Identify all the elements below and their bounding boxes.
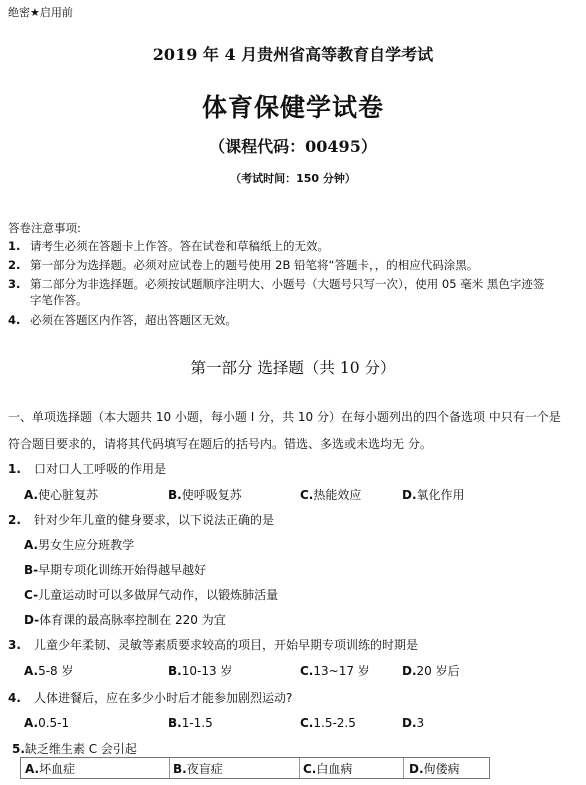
option-text: 佝偻病 <box>423 762 460 776</box>
option-text: 1.5-2.5 <box>313 716 356 730</box>
note-number: 2. <box>8 258 21 272</box>
option-text: 氧化作用 <box>416 488 465 502</box>
question-stem <box>8 511 274 528</box>
note-number: 1. <box>8 239 21 253</box>
option-letter: D- <box>24 613 40 627</box>
option <box>402 716 424 730</box>
section-intro: 一、单项选择题（本大题共 10 小题，每小题 I 分，共 10 分）在每小题列出的四个备选项 中只有一个是符合题目要求的，请将其代码填写在题后的括号内。错选、多选或未选均无 分。 <box>8 410 561 451</box>
exam-title: 2019 年 4 月贵州省高等教育自学考试 <box>152 45 434 64</box>
option-text: 白血病 <box>316 762 353 776</box>
table-divider <box>299 758 300 778</box>
question-number: 1. <box>8 462 21 476</box>
secret-mark: 绝密★启用前 <box>8 6 73 19</box>
option <box>168 716 213 730</box>
option-letter: C. <box>300 664 314 678</box>
option-text: 使呼吸复苏 <box>181 488 242 502</box>
option <box>24 586 278 603</box>
option-text: 5-8 岁 <box>38 664 74 678</box>
question-stem <box>12 740 137 757</box>
option <box>24 561 206 578</box>
option-text: 夜盲症 <box>186 762 223 776</box>
question-stem <box>8 460 166 477</box>
option-letter: A. <box>25 762 40 776</box>
option-letter: D. <box>409 762 424 776</box>
option-letter: A. <box>24 716 39 730</box>
option <box>402 486 465 503</box>
option-letter: D. <box>402 716 417 730</box>
option-letter: C. <box>303 762 317 776</box>
option <box>168 486 242 503</box>
exam-time: （考试时间：150 分钟） <box>230 172 356 185</box>
option-letter: A. <box>24 664 39 678</box>
section-title: 第一部分 选择题（共 10 分） <box>190 359 396 377</box>
option-text: 10-13 岁 <box>181 664 233 678</box>
table-divider <box>403 758 404 778</box>
question-text: 儿童少年柔韧、灵敏等素质要求较高的项目，开始早期专项训练的时期是 <box>34 638 419 652</box>
option-letter: B. <box>168 716 182 730</box>
option <box>402 662 460 679</box>
option-letter: A. <box>24 488 39 502</box>
note-number: 4. <box>8 313 21 327</box>
question-text: 缺乏维生素 C 会引起 <box>24 742 137 756</box>
option-text: 使心脏复苏 <box>38 488 99 502</box>
option-letter: C. <box>300 488 314 502</box>
note-text: 第一部分为选择题。必须对应试卷上的题号使用 2B 铅笔将“答题卡，，的相应代码涂黑。 <box>30 258 479 272</box>
option-text: 男女生应分班教学 <box>38 538 135 552</box>
option <box>24 662 74 679</box>
option-letter: C- <box>24 588 39 602</box>
note-item <box>8 312 538 328</box>
course-code: （课程代码：00495） <box>209 137 377 156</box>
option <box>24 486 98 503</box>
options-table <box>20 757 490 779</box>
option <box>300 662 370 679</box>
option <box>25 760 75 777</box>
option-text: 13~17 岁 <box>313 664 370 678</box>
question-text: 人体进餐后，应在多少小时后才能参加剧烈运动? <box>34 691 293 705</box>
option <box>300 716 356 730</box>
note-text: 第二部分为非选择题。必须按试题顺序注明大、小题号（大题号只写一次），使用 05 毫米 黑色字迹签字笔作答。 <box>30 277 545 307</box>
option <box>409 760 460 777</box>
option-text: 体育课的最高脉率控制在 220 为宜 <box>39 613 226 627</box>
paper-name: 体育保健学试卷 <box>201 93 384 122</box>
option-letter: A. <box>24 538 39 552</box>
option-text: 早期专项化训练开始得越早越好 <box>38 563 207 577</box>
note-item <box>8 238 538 254</box>
note-text: 必须在答题区内作答，超出答题区无效。 <box>30 313 237 327</box>
question-stem <box>8 689 292 706</box>
option-letter: B. <box>168 488 182 502</box>
question-number: 4. <box>8 691 21 705</box>
option-letter: D. <box>402 664 417 678</box>
note-text: 请考生必须在答题卡上作答。答在试卷和草稿纸上的无效。 <box>30 239 329 253</box>
option-text: 0.5-1 <box>38 716 70 730</box>
option-letter: B. <box>173 762 187 776</box>
question-number: 2. <box>8 513 21 527</box>
option-letter: C. <box>300 716 314 730</box>
option <box>303 760 352 777</box>
option-text: 20 岁后 <box>416 664 460 678</box>
option-letter: B. <box>168 664 182 678</box>
option-text: 坏血症 <box>39 762 76 776</box>
table-divider <box>169 758 170 778</box>
option-letter: D. <box>402 488 417 502</box>
option-text: 热能效应 <box>313 488 362 502</box>
question-stem <box>8 636 418 653</box>
note-item <box>8 257 538 273</box>
question-text: 针对少年儿童的健身要求，以下说法正确的是 <box>34 513 275 527</box>
option-text: 3 <box>416 716 425 730</box>
option <box>24 611 226 628</box>
option <box>173 760 223 777</box>
option-letter: B- <box>24 563 39 577</box>
option <box>168 662 232 679</box>
option <box>24 716 69 730</box>
question-number: 5. <box>12 742 25 756</box>
notes-heading: 答卷注意事项: <box>8 221 81 235</box>
note-item <box>8 276 546 308</box>
option-text: 1-1.5 <box>181 716 213 730</box>
note-number: 3. <box>8 277 21 291</box>
option-text: 儿童运动时可以多做屏气动作，以锻炼肺活量 <box>38 588 279 602</box>
option <box>24 536 134 553</box>
question-text: 口对口人工呼吸的作用是 <box>34 462 167 476</box>
question-number: 3. <box>8 638 21 652</box>
option <box>300 486 361 503</box>
